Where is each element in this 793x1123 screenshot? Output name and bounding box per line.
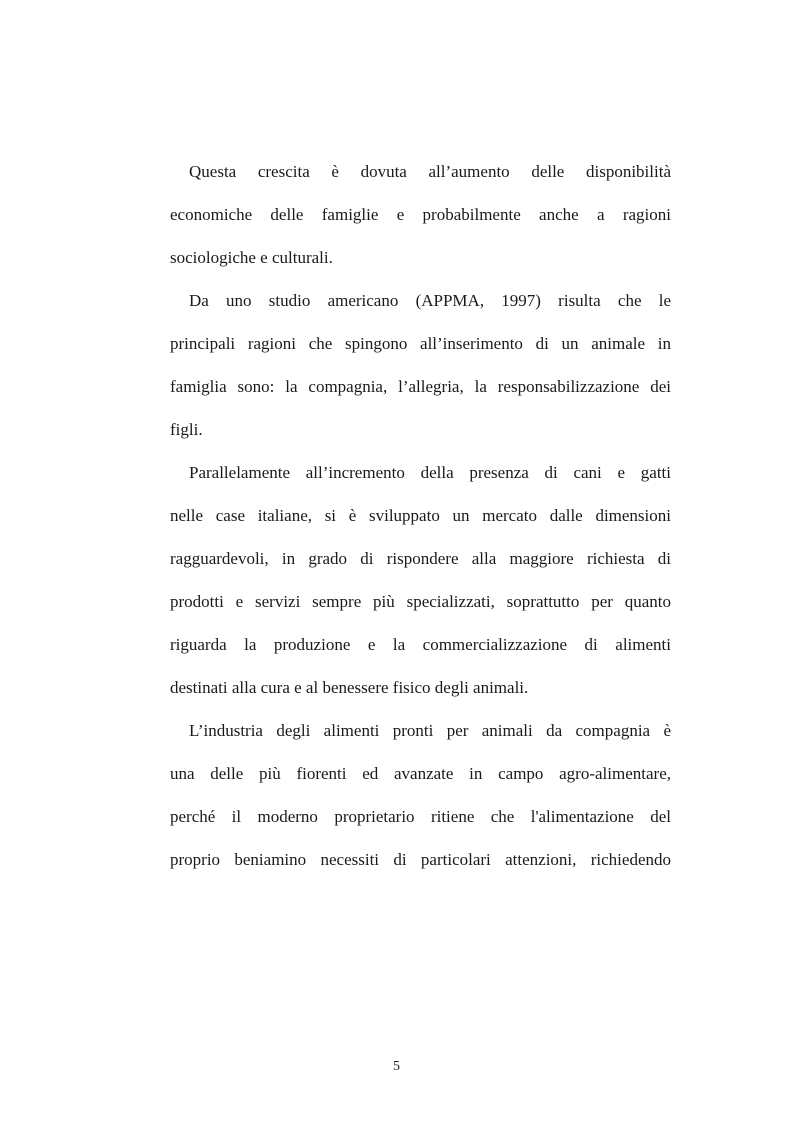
paragraph-3-line-4: prodotti e servizi sempre più specializzati, soprattutto per quanto: [170, 592, 671, 611]
paragraph-1-line-3: sociologiche e culturali.: [170, 248, 333, 267]
paragraph-2-line-1: Da uno studio americano (APPMA, 1997) risulta che le: [189, 291, 671, 310]
paragraph-2-line-4: figli.: [170, 420, 203, 439]
paragraph-3-line-5: riguarda la produzione e la commercializzazione di alimenti: [170, 635, 671, 654]
paragraph-3-line-6: destinati alla cura e al benessere fisico degli animali.: [170, 678, 529, 697]
paragraph-3-line-3: ragguardevoli, in grado di rispondere alla maggiore richiesta di: [170, 549, 671, 568]
paragraph-2-line-2: principali ragioni che spingono all’inserimento di un animale in: [170, 334, 671, 353]
paragraph-3-line-2: nelle case italiane, si è sviluppato un mercato dalle dimensioni: [170, 506, 671, 525]
paragraph-1-line-1: Questa crescita è dovuta all’aumento delle disponibilità: [189, 162, 671, 181]
paragraph-3-line-1: Parallelamente all’incremento della presenza di cani e gatti: [189, 463, 671, 482]
paragraph-4-line-2: una delle più fiorenti ed avanzate in campo agro-alimentare,: [170, 764, 671, 783]
paragraph-2-line-3: famiglia sono: la compagnia, l’allegria, la responsabilizzazione dei: [170, 377, 671, 396]
paragraph-4-line-4: proprio beniamino necessiti di particolari attenzioni, richiedendo: [170, 850, 671, 869]
paragraph-4-line-3: perché il moderno proprietario ritiene che l'alimentazione del: [170, 807, 671, 826]
page-number: 5: [393, 1059, 400, 1074]
paragraph-4-line-1: L’industria degli alimenti pronti per animali da compagnia è: [189, 721, 671, 740]
paragraph-1-line-2: economiche delle famiglie e probabilmente anche a ragioni: [170, 205, 671, 224]
